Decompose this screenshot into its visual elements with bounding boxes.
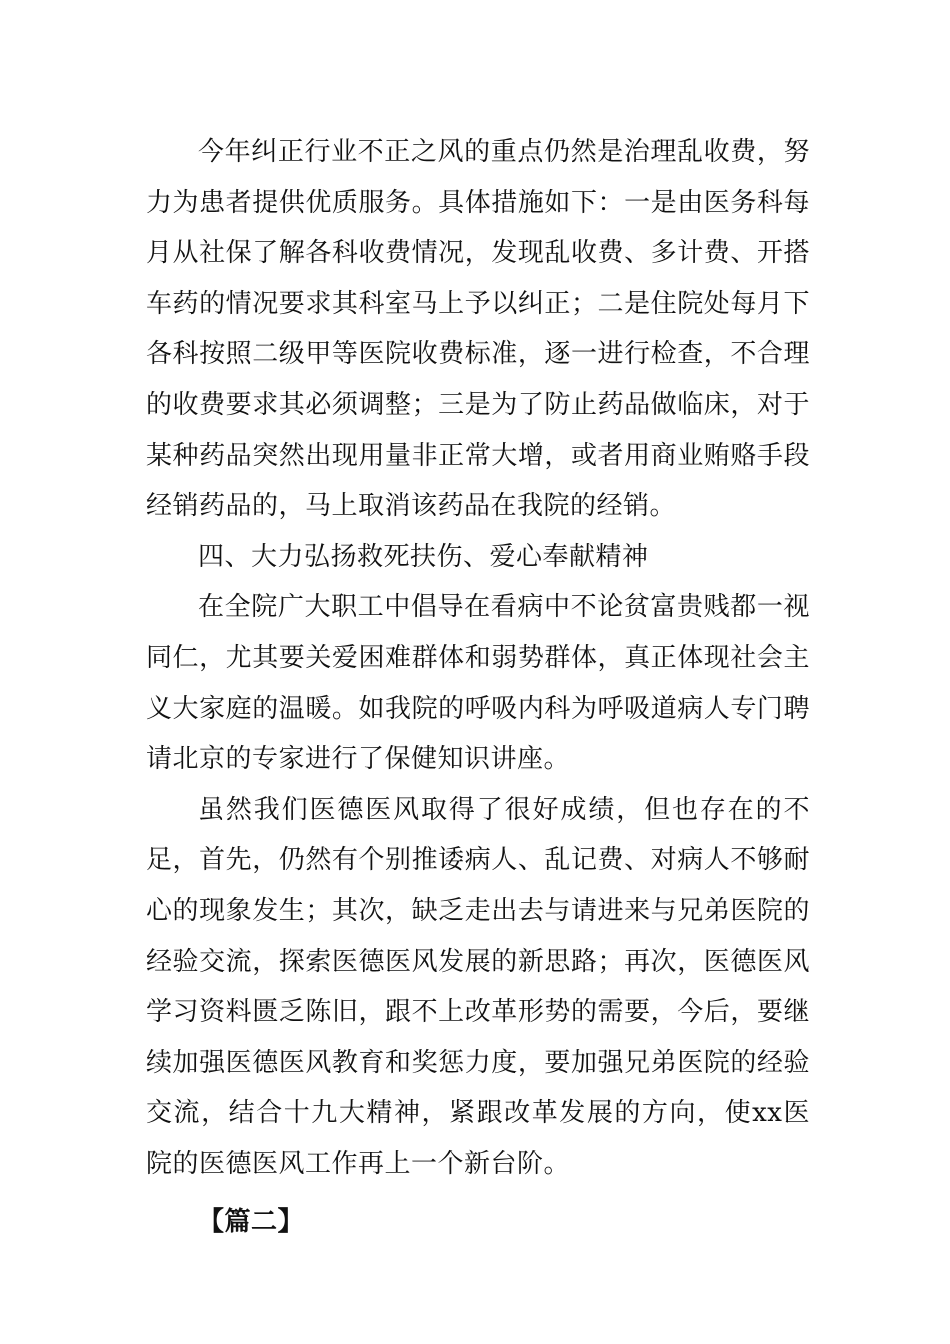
heading-section-four: 四、大力弘扬救死扶伤、爱心奉献精神 bbox=[198, 541, 649, 572]
document-body bbox=[146, 127, 810, 1248]
paragraph-fee-governance: 今年纠正行业不正之风的重点仍然是治理乱收费，努力为患者提供优质服务。具体措施如下：一是由医务科每月从社保了解各科收费情况，发现乱收费、多计费、开搭车药的情况要求其科室马上予以纠正；二是住院处每月下各科按照二级甲等医院收费标准，逐一进行检查，不合理的收费要求其必须调整；三是为了防止药品做临床，对于某种药品突然出现用量非正常大增，或者用商业贿赂手段经销药品的，马上取消该药品在我院的经销。 bbox=[146, 137, 810, 522]
section-title-part-two: 【篇二】 bbox=[198, 1207, 305, 1238]
paragraph-shortcomings: 虽然我们医德医风取得了很好成绩，但也存在的不足，首先，仍然有个别推诿病人、乱记费、对病人不够耐心的现象发生；其次，缺乏走出去与请进来与兄弟医院的经验交流，探索医德医风发展的新思路；再次，医德医风学习资料匮乏陈旧，跟不上改革形势的需要，今后，要继续加强医德医风教育和奖惩力度，要加强兄弟医院的经验交流，结合十九大精神，紧跟改革发展的方向，使xx医院的医德医风工作再上一个新台阶。 bbox=[146, 794, 810, 1179]
paragraph-care-spirit: 在全院广大职工中倡导在看病中不论贫富贵贱都一视同仁，尤其要关爱困难群体和弱势群体，真正体现社会主义大家庭的温暖。如我院的呼吸内科为呼吸道病人专门聘请北京的专家进行了保健知识讲座。 bbox=[146, 592, 810, 775]
